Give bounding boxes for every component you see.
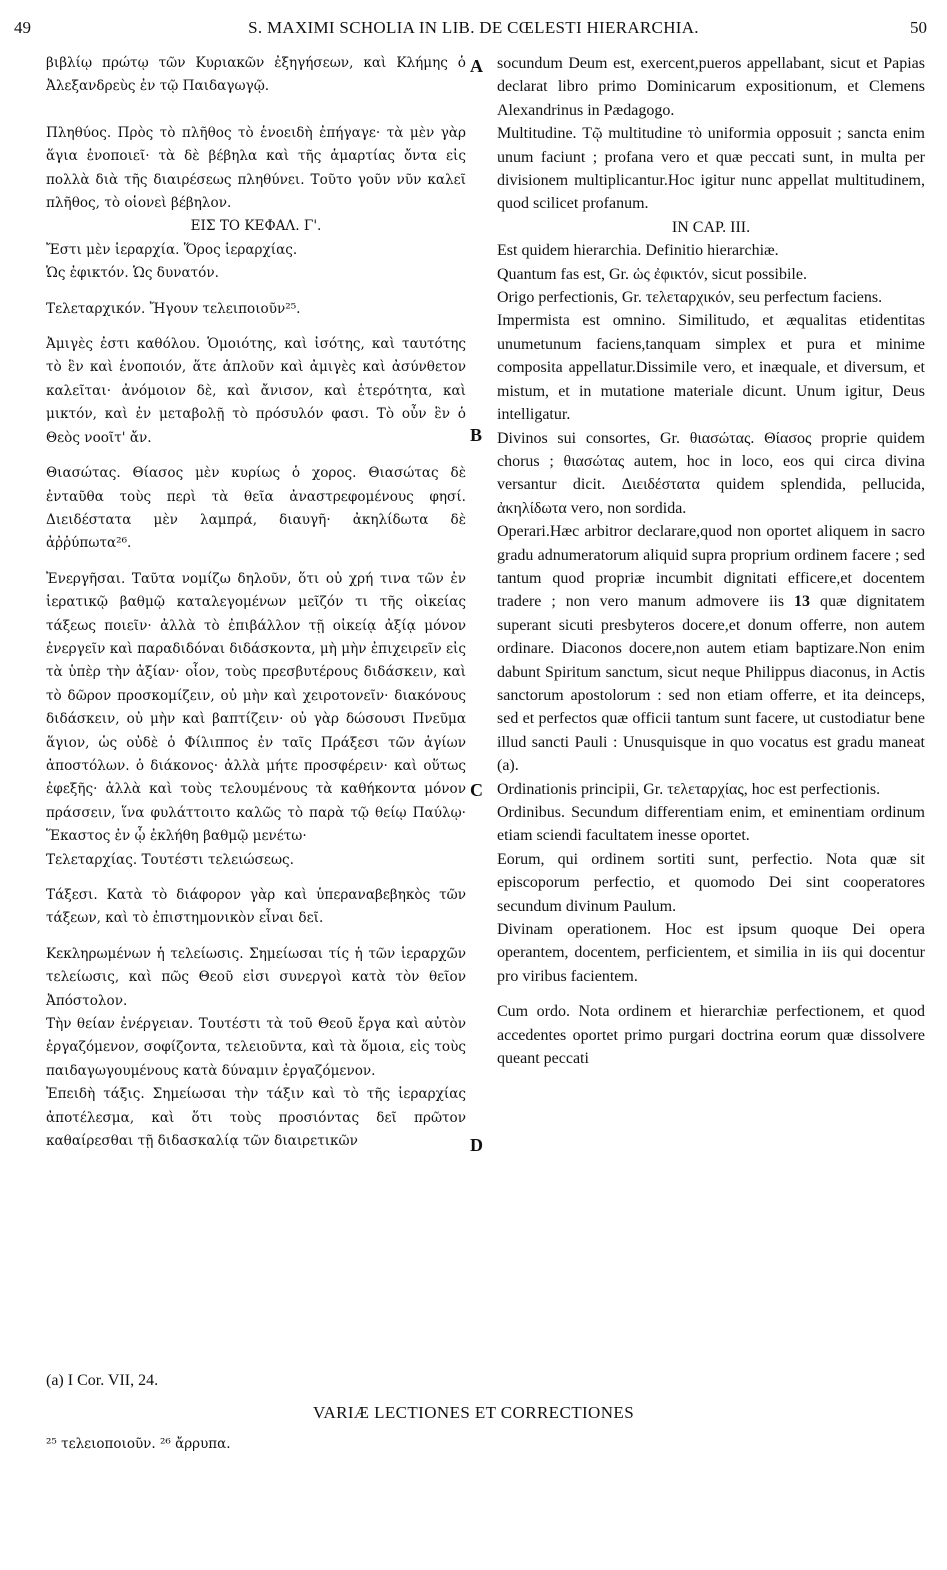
- margin-letter-a: A: [470, 56, 483, 76]
- page-number-right: 50: [910, 18, 927, 37]
- greek-chapter-heading: ΕΙΣ ΤΟ ΚΕΦΑΛ. Γ'.: [190, 218, 322, 235]
- greek-paragraph: Ὡς ἐφικτόν. Ὡς δυνατόν.: [46, 265, 219, 282]
- marginal-number: 13: [794, 593, 811, 611]
- latin-paragraph: [497, 520, 925, 777]
- latin-paragraph: socundum Deum est, exercent,pueros appellabant, sicut et Papias declarat libro primo Dominicarum expositionum, et Clemens Alexandrinus in Pædagogo.: [497, 55, 925, 119]
- greek-paragraph: Τάξεσι. Κατὰ τὸ διάφορον γὰρ καὶ ὑπεραναβεβηκὸς τῶν τάξεων, καὶ τὸ ἐπιστημονικὸν εἶναι δεῖ.: [46, 887, 466, 927]
- page-number-left: 49: [14, 18, 31, 37]
- latin-paragraph: Divinam operationem. Hoc est ipsum quoque Dei opera operantem, docentem, perficientem, et similia in iis qui docentur pro viribus facientem.: [497, 921, 925, 985]
- running-header: [0, 14, 947, 44]
- running-title: S. MAXIMI SCHOLIA IN LIB. DE CŒLESTI HIERARCHIA.: [248, 18, 699, 37]
- greek-paragraph: Ἔστι μὲν ἱεραρχία. Ὅρος ἱεραρχίας.: [46, 241, 298, 258]
- latin-paragraph: Origo perfectionis, Gr. τελεταρχικόν, seu perfectum faciens.: [497, 289, 883, 307]
- latin-chapter-heading: IN CAP. III.: [671, 218, 751, 236]
- latin-paragraph: Eorum, qui ordinem sortiti sunt, perfectio. Nota quæ sit episcoporum perfectio, et quomodo Dei sint cooperatores secundum divinum Paulum.: [497, 850, 925, 915]
- latin-paragraph: Est quidem hierarchia. Definitio hierarchiæ.: [497, 242, 779, 260]
- latin-text: Operari.Hæc arbitror declarare,quod non oportet aliquem in sacro gradu adnumeratorum aliquid supra proprium ordinem facere ; sed tantum quod propriæ incumbit dignitati efficere,et docentem tradere ; non vero manum admovere iis: [497, 523, 925, 611]
- variae-heading: VARIÆ LECTIONES ET CORRECTIONES: [312, 1403, 635, 1422]
- margin-letter-d: D: [470, 1135, 483, 1155]
- margin-letter-c: C: [470, 780, 483, 800]
- latin-paragraph: Cum ordo. Nota ordinem et hierarchiæ perfectionem, et quod accedentes oportet primo purgari doctrina eorum quæ dissolvere queant peccati: [497, 1003, 925, 1068]
- latin-column: [497, 52, 925, 1070]
- latin-paragraph: Impermista est omnino. Similitudo, et æqualitas etidentitas unumetunum faciens,tanquam simplex et pura et minime composita appellatur.Dissimile vero, et inæquale, et diversum, et mistum, et in mutatione materiale dicunt. Unum igitur, Deus intelligatur.: [497, 312, 925, 424]
- margin-letter-b: B: [470, 425, 483, 445]
- variae-notes: ²⁵ τελειοποιοῦν. ²⁶ ἄρρυπα.: [46, 1436, 231, 1452]
- greek-paragraph: Ἀμιγὲς ἐστι καθόλου. Ὁμοιότης, καὶ ἰσότης, καὶ ταυτότης τὸ ἓν καὶ ἑνοποιόν, ἅτε ἁπλοῦν καὶ ἀμιγὲς καὶ ἀσύνθετον καλεῖται· ἀνόμοιον δὲ, καὶ ἄνισον, καὶ ἑτερότητα, καὶ μικτόν, καὶ ἐν μεταβολῇ τὸ πρόσυλόν φασι. Τὸ οὖν ἓν ὁ Θεὸς νοοῖτ' ἄν.: [46, 336, 466, 446]
- latin-paragraph: Ordinationis principii, Gr. τελεταρχίας, hoc est perfectionis.: [497, 780, 881, 798]
- latin-text: quæ dignitatem superant sicuti presbyteros docere,et donum offerre, non autem ordinare. Diaconos docere,non autem etiam baptizare.Non enim dabunt Spiritum sanctum, sicut neque Philippus diaconus, in Actis sanctorum apostolorum : sed non etiam offerre, et ita deinceps, sed et perfectos quæ officii tantum sunt facere, ut custodiatur bene illud sancti Pauli : Unusquisque in quo vocatus est gradu maneat (a).: [497, 593, 926, 775]
- greek-paragraph: Τὴν θείαν ἐνέργειαν. Τουτέστι τὰ τοῦ Θεοῦ ἔργα καὶ αὐτὸν ἐργαζόμενον, σοφίζοντα, τελειοῦντα, καὶ τὰ ὅμοια, εἰς τοὺς παιδαγωγουμένους κατὰ δύναμιν ἐργαζόμενον.: [46, 1016, 466, 1079]
- greek-paragraph: Κεκληρωμένων ἡ τελείωσις. Σημείωσαι τίς ἡ τῶν ἱεραρχῶν τελείωσις, καὶ πῶς Θεοῦ εἰσι συνεργοὶ κατὰ τὸν θεῖον Ἀπόστολον.: [46, 945, 466, 1009]
- greek-column: [46, 52, 466, 1153]
- greek-paragraph: Ἐπειδὴ τάξις. Σημείωσαι τὴν τάξιν καὶ τὸ τῆς ἱεραρχίας ἀποτέλεσμα, καὶ ὅτι τοὺς προσιόντας δεῖ πρῶτον καθαίρεσθαι τῇ διδασκαλίᾳ τῶν διαιρετικῶν: [46, 1086, 466, 1150]
- latin-paragraph: Divinos sui consortes, Gr. θιασώτας. Θίασος proprie quidem chorus ; θιασώτας autem, hoc in loco, eos qui circa divina versantur dicit. Διειδέστατα quidem splendida, pellucida, ἀκηλίδωτα vero, non sordida.: [497, 429, 925, 517]
- greek-paragraph: Τελεταρχίας. Τουτέστι τελειώσεως.: [46, 851, 294, 868]
- greek-paragraph: Πληθύος. Πρὸς τὸ πλῆθος τὸ ἑνοειδὴ ἐπήγαγε· τὰ μὲν γὰρ ἅγια ἑνοποιεῖ· τὰ δὲ βέβηλα καὶ τῆς ἁμαρτίας ὄντα εἰς πολλὰ διὰ τῆς διαιρέσεως πληθύνει. Τοῦτο γοῦν νῦν καλεῖ πλῆθος, τὸ οἱονεὶ βέβηλον.: [46, 124, 466, 212]
- greek-paragraph: Ἐνεργῆσαι. Ταῦτα νομίζω δηλοῦν, ὅτι οὐ χρή τινα τῶν ἐν ἱερατικῷ βαθμῷ καταλεγομένων μεῖζόν τι τῆς οἰκείας τάξεως ποιεῖν· ἀλλὰ τὸ ἐπιβάλλον τῇ οἰκείᾳ ἀξίᾳ μόνον ἐνεργεῖν καὶ παραδιδόναι διδάσκοντα, μὴ μὴν ἐπιχειρεῖν εἰς τὰ ὑπὲρ τὴν ἀξίαν· οἷον, τοὺς πρεσβυτέρους διδάσκειν, καὶ τὸ δῶρον προσκομίζειν, οὐ μὴν καὶ χειροτονεῖν· διακόνους διδάσκειν, οὐ μὴν καὶ βαπτίζειν· οὐ γὰρ δώσουσι Πνεῦμα ἅγιον, ὡς οὐδὲ ὁ Φίλιππος ἐν ταῖς Πράξεσι τῶν ἁγίων ἀποστόλων. ὁ διάκονος· ἀλλὰ μήτε προσφέρειν· καὶ οὕτως ἐφεξῆς· ἀλλὰ καὶ τοὺς τελουμένους τὰ καθήκοντα μόνον πράσσειν, ἵνα φυλάττοιτο καλῶς τὸ παρὰ τῷ θείῳ Παύλῳ· Ἕκαστος ἐν ᾧ ἐκλήθη βαθμῷ μενέτω·: [46, 570, 466, 845]
- greek-paragraph: βιβλίῳ πρώτῳ τῶν Κυριακῶν ἐξηγήσεων, καὶ Κλήμης ὁ Ἀλεξανδρεὺς ἐν τῷ Παιδαγωγῷ.: [46, 55, 466, 95]
- latin-paragraph: Multitudine. Τῷ multitudine τὸ uniformia opposuit ; sancta enim unum faciunt ; profana vero et quæ peccati sunt, in multa per divisionem multiplicantur.Hoc igitur nunc appellat multitudinem, quod scilicet profanum.: [497, 125, 925, 213]
- latin-paragraph: Ordinibus. Secundum differentiam enim, et eminentiam ordinum etiam sciendi facultatem inesse oportet.: [497, 804, 925, 845]
- greek-paragraph: Τελεταρχικόν. Ἤγουν τελειποιοῦν²⁵.: [46, 300, 301, 317]
- greek-paragraph: Θιασώτας. Θίασος μὲν κυρίως ὁ χορος. Θιασώτας δὲ ἐνταῦθα τοὺς περὶ τὰ θεῖα ἀναστρεφομένους φησί. Διειδέστατα μὲν λαμπρά, διαυγῆ· ἀκηλίδωτα δὲ ἀῤῥύπωτα²⁶.: [46, 465, 466, 552]
- latin-paragraph: Quantum fas est, Gr. ὡς ἐφικτόν, sicut possibile.: [497, 265, 807, 283]
- footnote-a: (a) I Cor. VII, 24.: [46, 1372, 159, 1389]
